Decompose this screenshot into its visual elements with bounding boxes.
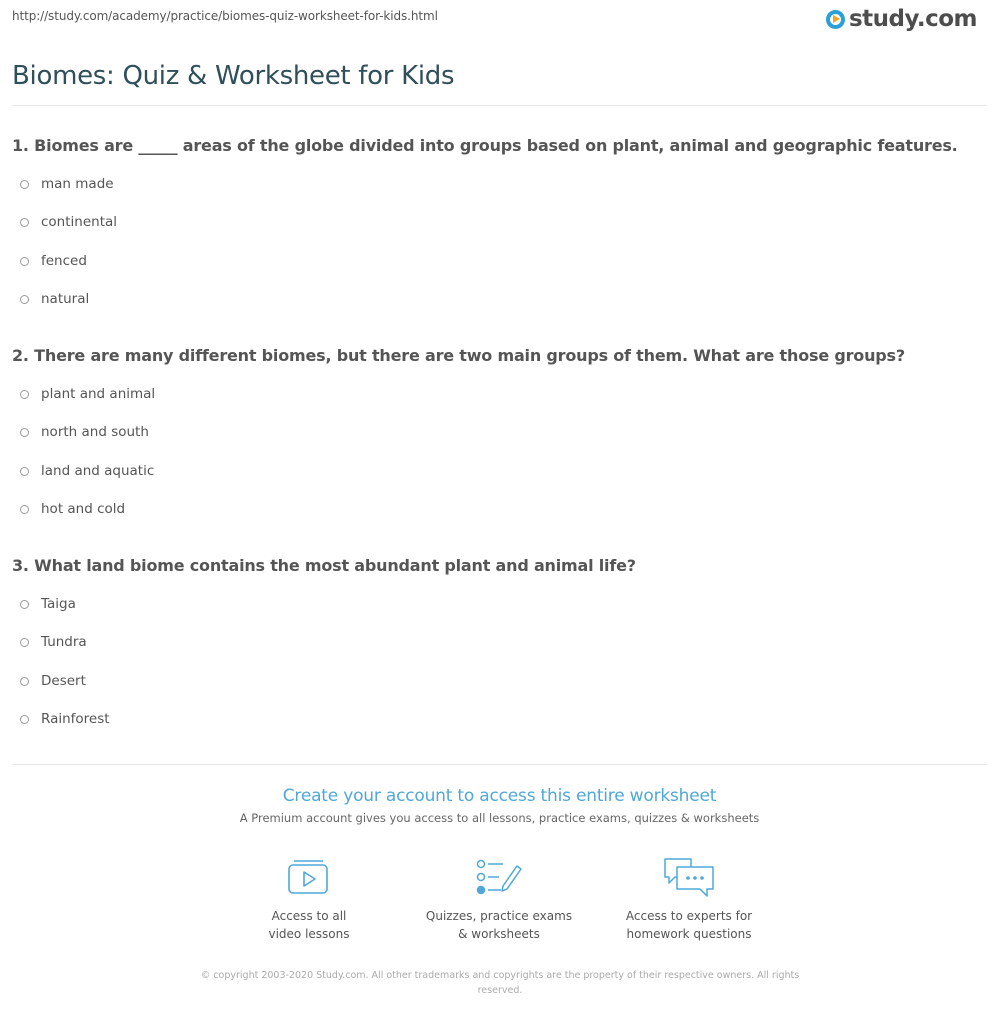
radio-button[interactable] <box>20 467 29 476</box>
radio-button[interactable] <box>20 715 29 724</box>
radio-button[interactable] <box>20 295 29 304</box>
copyright-notice: © copyright 2003-2020 Study.com. All other trademarks and copyrights are the property of their respective owners. All rights reserved. <box>200 970 800 996</box>
feature-line-1: Access to all <box>271 909 347 923</box>
option-label: hot and cold <box>41 501 126 517</box>
q1-option-1[interactable] <box>20 175 114 193</box>
q2-option-4[interactable] <box>20 500 125 518</box>
cta-divider <box>12 764 987 765</box>
play-logo-icon <box>826 10 845 29</box>
option-label: land and aquatic <box>41 463 155 479</box>
option-label: man made <box>41 176 114 192</box>
question-3: 3. What land biome contains the most abundant plant and animal life? <box>12 556 636 575</box>
cta-subtitle: A Premium account gives you access to all lessons, practice exams, quizzes & worksheets <box>239 811 760 825</box>
option-label: fenced <box>41 253 87 269</box>
radio-button[interactable] <box>20 428 29 437</box>
option-label: Rainforest <box>41 711 110 727</box>
radio-button[interactable] <box>20 638 29 647</box>
radio-button[interactable] <box>20 505 29 514</box>
feature-line-2: video lessons <box>268 927 350 941</box>
page-url: http://study.com/academy/practice/biomes-quiz-worksheet-for-kids.html <box>12 9 438 23</box>
radio-button[interactable] <box>20 600 29 609</box>
video-lesson-icon <box>209 855 409 901</box>
radio-button[interactable] <box>20 257 29 266</box>
radio-button[interactable] <box>20 180 29 189</box>
option-label: Taiga <box>41 596 76 612</box>
page-title: Biomes: Quiz & Worksheet for Kids <box>12 61 455 91</box>
feature-line-1: Access to experts for <box>625 909 753 923</box>
option-label: natural <box>41 291 90 307</box>
q1-option-4[interactable] <box>20 290 89 308</box>
chat-bubbles-icon <box>589 855 789 901</box>
feature-quizzes <box>399 855 599 943</box>
title-divider <box>12 105 987 106</box>
feature-video-lessons <box>209 855 409 943</box>
option-label: Desert <box>41 673 86 689</box>
question-1: 1. Biomes are _____ areas of the globe divided into groups based on plant, animal and geographic features. <box>12 136 958 155</box>
feature-line-2: homework questions <box>626 927 752 941</box>
q3-option-1[interactable] <box>20 595 76 613</box>
question-2: 2. There are many different biomes, but there are two main groups of them. What are those groups? <box>12 346 905 365</box>
cta-title-link[interactable]: Create your account to access this entire worksheet <box>282 786 717 806</box>
option-label: Tundra <box>41 634 87 650</box>
q2-option-1[interactable] <box>20 385 155 403</box>
radio-button[interactable] <box>20 218 29 227</box>
study-logo[interactable] <box>826 6 977 32</box>
q1-option-2[interactable] <box>20 213 117 231</box>
q2-option-3[interactable] <box>20 462 154 480</box>
quiz-list-icon <box>399 855 599 901</box>
q1-option-3[interactable] <box>20 252 87 270</box>
radio-button[interactable] <box>20 390 29 399</box>
feature-line-2: & worksheets <box>458 927 540 941</box>
option-label: north and south <box>41 424 149 440</box>
feature-line-1: Quizzes, practice exams <box>425 909 573 923</box>
q3-option-2[interactable] <box>20 633 87 651</box>
feature-experts <box>589 855 789 943</box>
q3-option-4[interactable] <box>20 710 110 728</box>
logo-text: study.com <box>848 6 977 32</box>
radio-button[interactable] <box>20 677 29 686</box>
option-label: continental <box>41 214 118 230</box>
option-label: plant and animal <box>41 386 156 402</box>
q2-option-2[interactable] <box>20 423 149 441</box>
q3-option-3[interactable] <box>20 672 86 690</box>
